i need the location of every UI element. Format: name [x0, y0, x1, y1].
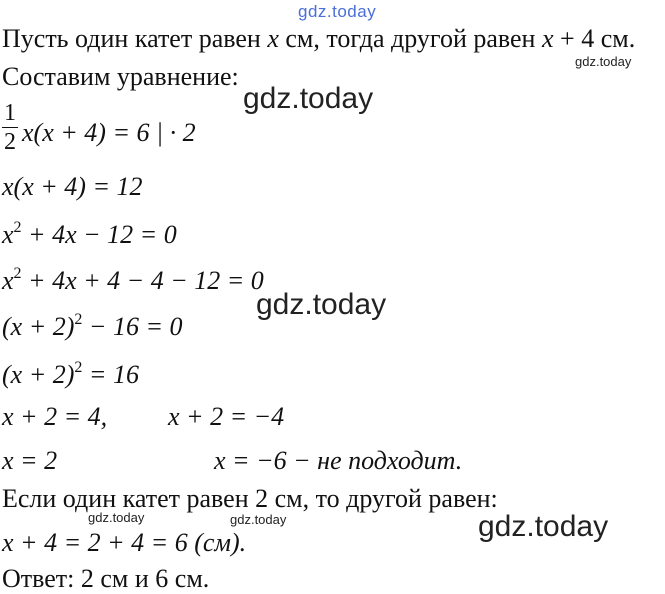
- fraction-bar: [2, 127, 18, 128]
- eq-part: x: [2, 266, 14, 295]
- watermark-big: gdz.today: [243, 82, 374, 115]
- exponent: 2: [13, 265, 22, 282]
- fraction-one-half: [2, 100, 18, 155]
- text-segment: Пусть один катет равен: [2, 24, 268, 53]
- conclusion-text: Если один катет равен 2 см, то другой равен:: [2, 484, 498, 513]
- equation-7-right: x + 2 = −4: [168, 402, 285, 431]
- eq-part: (x + 2): [2, 312, 75, 341]
- equation-4: [2, 266, 264, 296]
- equation-intro: Составим уравнение:: [2, 62, 239, 91]
- exponent: 2: [74, 359, 83, 376]
- exponent: 2: [74, 311, 83, 328]
- eq-part: + 4x − 12 = 0: [21, 220, 177, 249]
- equation-2: x(x + 4) = 12: [2, 172, 143, 201]
- problem-statement: [2, 24, 635, 54]
- variable-x: x: [541, 24, 554, 53]
- watermark-small: gdz.today: [88, 510, 145, 525]
- equation-1: x(x + 4) = 6 | · 2: [22, 118, 196, 147]
- fraction-denominator: 2: [4, 129, 16, 155]
- variable-x: x: [267, 24, 279, 53]
- equation-5: [2, 312, 183, 342]
- text-segment: см, тогда другой равен: [278, 24, 542, 53]
- watermark-top: gdz.today: [298, 2, 377, 21]
- watermark-small: gdz.today: [230, 512, 287, 527]
- watermark-small: gdz.today: [575, 54, 632, 69]
- equation-7-left: x + 2 = 4,: [2, 402, 108, 431]
- eq-part: (x + 2): [2, 360, 75, 389]
- watermark-big: gdz.today: [478, 510, 609, 543]
- eq-part: − 16 = 0: [82, 312, 183, 341]
- eq-part: = 16: [82, 360, 139, 389]
- answer-text: Ответ: 2 см и 6 см.: [2, 564, 210, 593]
- watermark-big: gdz.today: [256, 288, 387, 321]
- equation-8-left: x = 2: [2, 446, 58, 475]
- eq-part: + 4x + 4 − 4 − 12 = 0: [21, 266, 264, 295]
- eq-part: x: [2, 220, 14, 249]
- text-segment: + 4 см.: [553, 24, 636, 53]
- fraction-numerator: 1: [4, 100, 16, 126]
- exponent: 2: [13, 219, 22, 236]
- equation-8-right: x = −6 − не подходит.: [214, 446, 463, 475]
- equation-6: [2, 360, 139, 390]
- equation-10: x + 4 = 2 + 4 = 6 (см).: [2, 528, 247, 557]
- equation-3: [2, 220, 177, 250]
